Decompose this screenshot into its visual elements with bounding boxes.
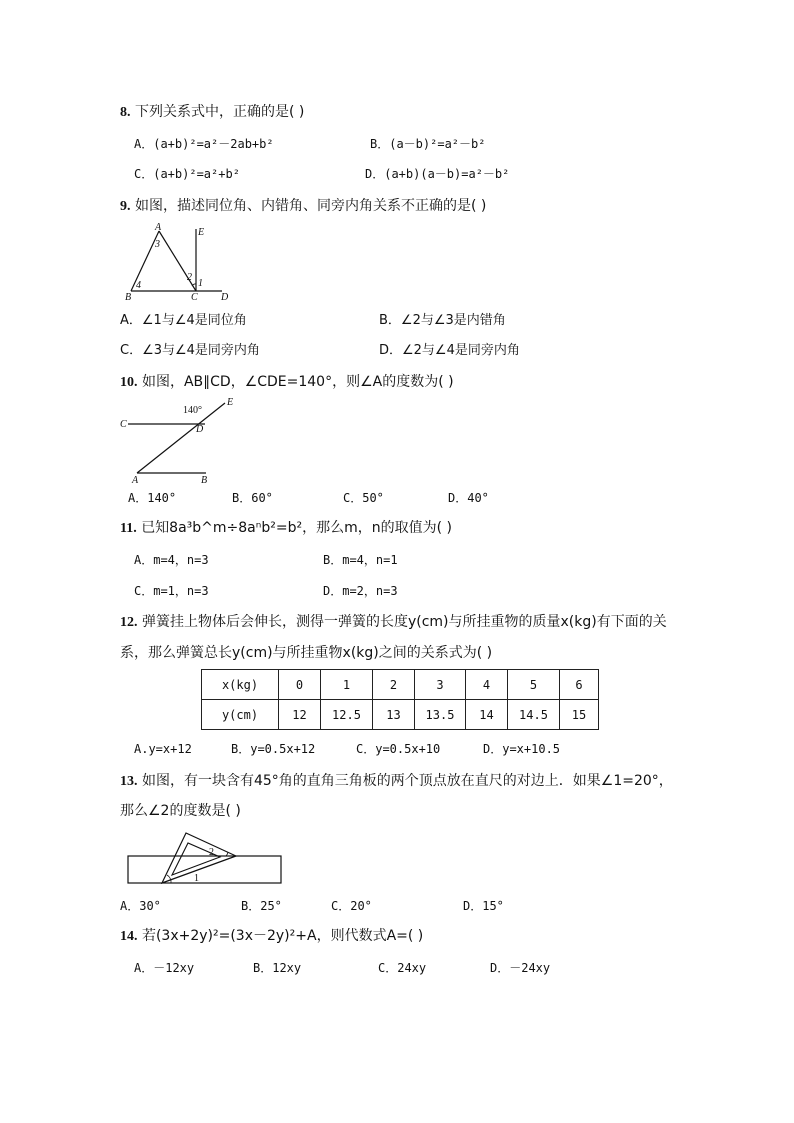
- q11-option-a[interactable]: A．m=4，n=3: [134, 553, 209, 567]
- q9-label-2: 2: [187, 272, 192, 283]
- q9-label-4: 4: [136, 280, 141, 291]
- q14-option-d[interactable]: D．－24xy: [490, 961, 551, 975]
- q9-text: 如图，描述同位角、内错角、同旁内角关系不正确的是( ): [134, 198, 487, 214]
- q12-stem-line1: [120, 614, 667, 631]
- q9-stem: [120, 198, 486, 215]
- q9-label-3: 3: [155, 239, 160, 250]
- q11-stem: [120, 520, 452, 537]
- q10-option-a[interactable]: A．140°: [128, 491, 177, 505]
- q13-option-a[interactable]: A．30°: [120, 899, 161, 913]
- q12-option-a[interactable]: A.y=x+12: [134, 742, 192, 756]
- q14-text: 若(3x+2y)²=(3x－2y)²+A，则代数式A=( ): [141, 928, 424, 944]
- q9-option-b[interactable]: B．∠2与∠3是内错角: [379, 313, 506, 328]
- q12-cell: 0: [279, 670, 321, 700]
- q10-figure: [115, 396, 240, 486]
- q12-cell: 12.5: [321, 700, 373, 730]
- q9-number: 9.: [120, 199, 131, 214]
- q12-cell: 1: [321, 670, 373, 700]
- q14-option-a[interactable]: A．－12xy: [134, 961, 195, 975]
- q14-option-b[interactable]: B．12xy: [253, 961, 302, 975]
- q12-data-table: [201, 669, 599, 730]
- q8-number: 8.: [120, 105, 131, 120]
- q10-label-angle: 140°: [183, 405, 202, 416]
- q12-cell: 6: [560, 670, 599, 700]
- q9-label-1: 1: [198, 278, 203, 289]
- q9-label-c: C: [191, 292, 198, 303]
- q12-cell: 2: [373, 670, 415, 700]
- q13-triangle-outer: [162, 833, 236, 883]
- q12-cell: 13.5: [415, 700, 466, 730]
- q10-label-e: E: [227, 397, 234, 408]
- q12-cell-header-y: y(cm): [202, 700, 279, 730]
- q12-cell: 14: [466, 700, 508, 730]
- q10-label-d: D: [196, 424, 204, 435]
- q12-cell: 4: [466, 670, 508, 700]
- q13-number: 13.: [120, 774, 138, 789]
- q12-cell: 12: [279, 700, 321, 730]
- q12-cell-header-x: x(kg): [202, 670, 279, 700]
- q12-option-d[interactable]: D．y=x+10.5: [483, 742, 561, 756]
- q10-label-b: B: [201, 475, 208, 486]
- q8-stem: [120, 104, 304, 121]
- q13-label-2: 2: [209, 847, 214, 858]
- q13-option-b[interactable]: B．25°: [241, 899, 282, 913]
- q13-option-c[interactable]: C．20°: [331, 899, 372, 913]
- q12-cell: 13: [373, 700, 415, 730]
- q13-angle1-arc: [167, 875, 171, 883]
- q9-option-a[interactable]: A．∠1与∠4是同位角: [120, 313, 247, 328]
- q9-option-c[interactable]: C．∠3与∠4是同旁内角: [120, 343, 260, 358]
- q11-option-b[interactable]: B．m=4，n=1: [323, 553, 398, 567]
- q10-text: 如图，AB∥CD，∠CDE=140°，则∠A的度数为( ): [141, 374, 454, 390]
- q10-option-c[interactable]: C．50°: [343, 491, 384, 505]
- q12-cell: 14.5: [508, 700, 560, 730]
- q9-label-a: A: [155, 222, 162, 233]
- q8-option-d[interactable]: D．(a+b)(a－b)=a²－b²: [365, 167, 510, 181]
- q12-text-1: 弹簧挂上物体后会伸长，测得一弹簧的长度y(cm)与所挂重物的质量x(kg)有下面的关: [141, 614, 667, 630]
- q11-text: 已知8a³b^m÷8aⁿb²=b²，那么m，n的取值为( ): [141, 520, 452, 536]
- q14-option-c[interactable]: C．24xy: [378, 961, 427, 975]
- q10-label-a: A: [132, 475, 139, 486]
- q12-stem-line2: 系，那么弹簧总长y(cm)与所挂重物x(kg)之间的关系式为( ): [120, 645, 493, 661]
- q12-option-c[interactable]: C．y=0.5x+10: [356, 742, 441, 756]
- q13-label-1: 1: [194, 873, 199, 884]
- q10-option-b[interactable]: B．60°: [232, 491, 273, 505]
- q9-figure: [120, 222, 240, 304]
- q12-cell: 3: [415, 670, 466, 700]
- q12-cell: 15: [560, 700, 599, 730]
- q14-stem: [120, 928, 423, 945]
- q10-label-c: C: [120, 419, 127, 430]
- q13-text-1: 如图，有一块含有45°角的直角三角板的两个顶点放在直尺的对边上．如果∠1=20°，: [141, 773, 673, 789]
- q10-option-d[interactable]: D．40°: [448, 491, 489, 505]
- q13-stem-line2: 那么∠2的度数是( ): [120, 803, 241, 819]
- q12-number: 12.: [120, 615, 138, 630]
- q12-table-row-x: [202, 670, 599, 700]
- q13-option-d[interactable]: D．15°: [463, 899, 504, 913]
- q10-line-ae: [137, 403, 225, 473]
- q8-option-b[interactable]: B．(a－b)²=a²－b²: [370, 137, 486, 151]
- q9-angle-arc: [192, 284, 196, 286]
- q8-option-a[interactable]: A．(a+b)²=a²－2ab+b²: [134, 137, 274, 151]
- q11-option-c[interactable]: C．m=1，n=3: [134, 584, 209, 598]
- q12-cell: 5: [508, 670, 560, 700]
- q10-stem: [120, 374, 454, 391]
- q14-number: 14.: [120, 929, 138, 944]
- q13-ruler: [128, 856, 281, 883]
- q9-label-d: D: [221, 292, 229, 303]
- q13-stem-line1: [120, 773, 673, 790]
- q8-text: 下列关系式中，正确的是( ): [134, 104, 305, 120]
- q12-table-row-y: [202, 700, 599, 730]
- q9-option-d[interactable]: D．∠2与∠4是同旁内角: [379, 343, 520, 358]
- q8-option-c[interactable]: C．(a+b)²=a²+b²: [134, 167, 240, 181]
- q11-number: 11.: [120, 521, 137, 536]
- q11-option-d[interactable]: D．m=2，n=3: [323, 584, 398, 598]
- q12-option-b[interactable]: B．y=0.5x+12: [231, 742, 316, 756]
- q9-label-e: E: [198, 227, 205, 238]
- q13-figure: [125, 830, 285, 890]
- q10-number: 10.: [120, 375, 138, 390]
- q9-label-b: B: [125, 292, 132, 303]
